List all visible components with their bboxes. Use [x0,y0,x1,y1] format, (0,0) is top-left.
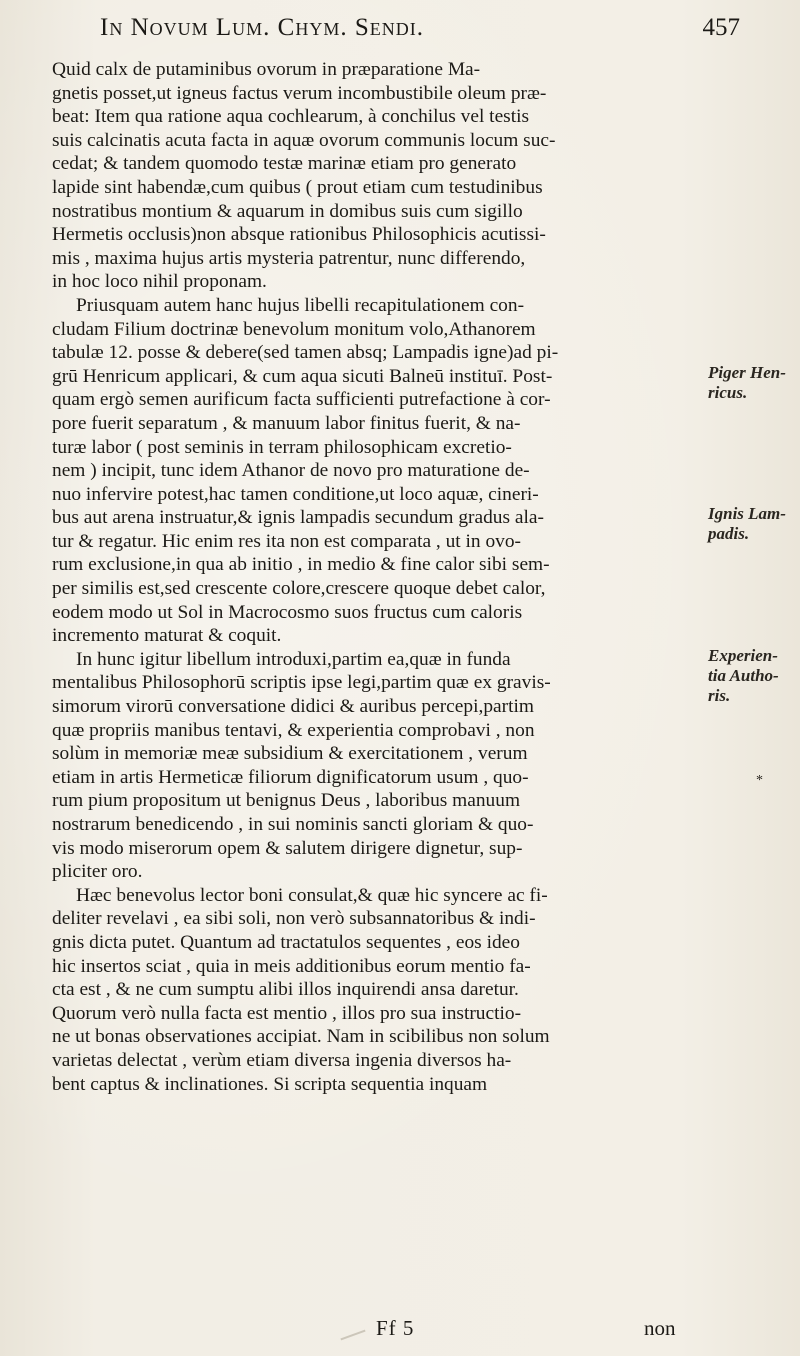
text-line: rum exclusione,in qua ab initio , in medio & fine calor sibi sem- [52,554,550,576]
text-line: Hermetis occlusis)non absque rationibus Philosophicis acutissi- [52,224,546,246]
text-line: Priusquam autem hanc hujus libelli recapitulationem con- [76,294,525,316]
text-line: bus aut arena instruatur,& ignis lampadis secundum gradus ala- [52,507,544,529]
text-line: mentalibus Philosophorū scriptis ipse legi,partim quæ ex gravis- [52,672,551,694]
text-line: nostrarum benedicendo , in sui nominis sancti gloriam & quo- [52,814,534,835]
text-line: etiam in artis Hermeticæ filiorum dignificatorum usum , quo- [52,766,529,788]
margin-note: Ignis Lam- padis. [708,504,786,544]
text-line: incremento maturat & coquit. [52,625,282,647]
text-line: beat: Item qua ratione aqua cochlearum, à conchilus vel testis [52,106,530,128]
text-line: quam ergò semen aurificum facta sufficienti putrefactione à cor- [52,389,551,411]
text-line: bent captus & inclinationes. Si scripta sequentia inquam [52,1073,488,1095]
margin-note: Piger Hen- ricus. [708,362,786,402]
text-line: ne ut bonas observationes accipiat. Nam in scibilibus non solum [52,1026,550,1048]
running-head: In Novum Lum. Chym. Sendi. [100,14,424,41]
text-line: mis , maxima hujus artis mysteria patrentur, nunc differendo, [52,247,526,269]
text-line: Hæc benevolus lector boni consulat,& quæ hic syncere ac fi- [76,884,548,906]
margin-asterisk: * [756,773,763,788]
text-line: tur & regatur. Hic enim res ita non est comparata , ut in ovo- [52,530,522,552]
text-line: Quorum verò nulla facta est mentio , illos pro sua instructio- [52,1002,522,1024]
text-line: eodem modo ut Sol in Macrocosmo suos fructus cum caloris [52,601,523,623]
text-line: vis modo miserorum opem & salutem dirigere dignetur, sup- [52,837,523,859]
text-line: varietas delectat , verùm etiam diversa ingenia diversos ha- [52,1049,512,1071]
text-line: solùm in memoriæ meæ subsidium & exercitationem , verum [52,743,528,765]
page-number: 457 [702,14,740,41]
text-line: suis calcinatis acuta facta in aquæ ovorum communis locum suc- [52,129,556,151]
text-line: gnetis posset,ut igneus factus verum incombustibile oleum præ- [52,82,547,104]
text-line: cedat; & tandem quomodo testæ marinæ etiam pro generato [52,153,517,175]
text-line: turæ labor ( post seminis in terram philosophicam excretio- [52,436,512,458]
text-line: pliciter oro. [52,861,143,883]
text-line: in hoc loco nihil proponam. [52,271,267,293]
text-line: lapide sint habendæ,cum quibus ( prout etiam cum testudinibus [52,176,543,198]
text-line: nuo infervire potest,hac tamen conditione,ut loco aquæ, cineri- [52,483,539,505]
body-text [52,58,702,1096]
text-line: hic insertos sciat , quia in meis additionibus eorum mentio fa- [52,955,531,977]
text-line: tabulæ 12. posse & debere(sed tamen absq; Lampadis igne)ad pi- [52,342,559,364]
signature-mark: Ff 5 [376,1316,415,1340]
text-line: nostratibus montium & aquarum in domibus suis cum sigillo [52,200,523,222]
scan-mark [340,1330,365,1341]
text-line: Quid calx de putaminibus ovorum in præparatione Ma- [52,59,481,80]
text-line: nem ) incipit, tunc idem Athanor de novo pro maturatione de- [52,460,530,482]
margin-note: Experien- tia Autho- ris. [708,646,779,705]
text-line: cludam Filium doctrinæ benevolum monitum volo,Athanorem [52,318,536,340]
text-line: gnis dicta putet. Quantum ad tractatulos sequentes , eos ideo [52,931,520,953]
text-line: pore fuerit separatum , & manuum labor finitus fuerit, & na- [52,412,521,434]
text-line: per similis est,sed crescente colore,crescere quoque debet calor, [52,578,546,600]
catchword: non [644,1316,676,1340]
text-line: simorum virorū conversatione didici & auribus percepi,partim [52,696,534,718]
text-line: deliter revelavi , ea sibi soli, non verò subsannatoribus & indi- [52,908,536,930]
text-line: grū Henricum applicari, & cum aqua sicuti Balneū instituī. Post- [52,365,553,387]
text-line: quæ propriis manibus tentavi, & experientia comprobavi , non [52,719,535,741]
text-line: In hunc igitur libellum introduxi,partim ea,quæ in funda [76,648,511,670]
text-line: rum pium propositum ut benignus Deus , laboribus manuum [52,790,521,812]
page-header [100,8,740,48]
text-line: cta est , & ne cum sumptu alibi illos inquirendi ansa daretur. [52,979,519,1001]
